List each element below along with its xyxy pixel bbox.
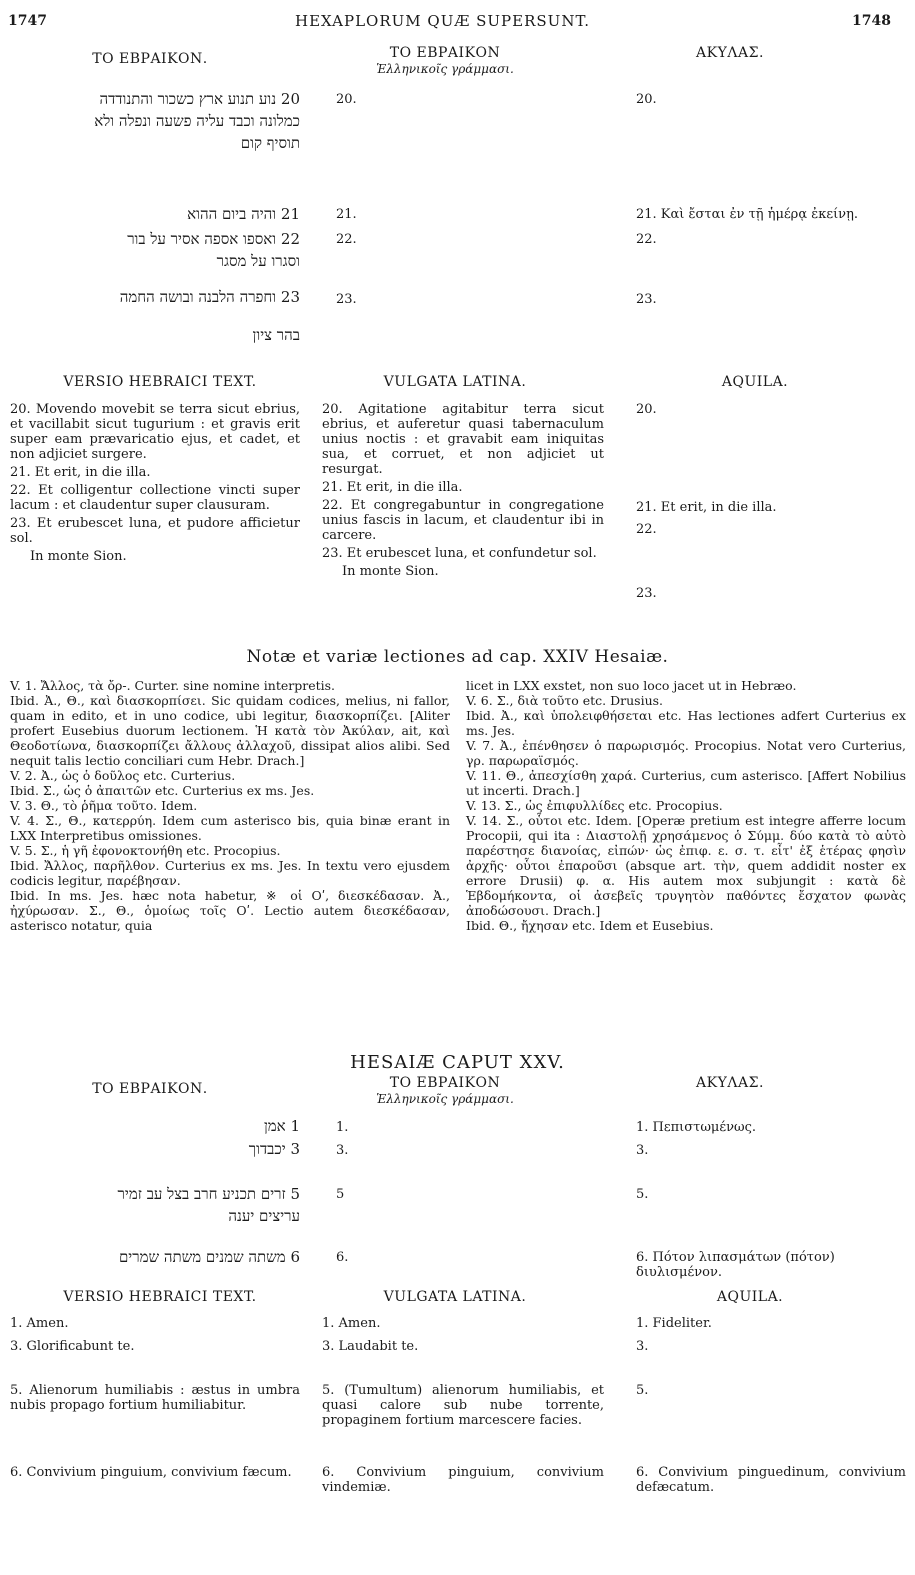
ch25-vulgata-3: 3. Laudabit te. [322, 1339, 419, 1354]
hebrew-line: 5 זרים תכניע חרב בצל עב זמיר [117, 1185, 300, 1203]
ch25-aquila-line: 1. Πεπιστωμένως. [636, 1120, 757, 1135]
vulgata-verse: 20. Agitatione agitabitur terra sicut ebrius, et auferetur quasi tabernaculum unius noctis : et gravabit eam iniquitas sua, et corruet, et non adjiciet ut resurgat. [322, 402, 604, 477]
note-paragraph: V. 4. Σ., Θ., κατερρύη. Idem cum asterisco bis, quia binæ erant in LXX Interpretibus omissiones. [10, 813, 450, 843]
ch25-aquila-latin-5: 5. [636, 1383, 649, 1398]
hebrew-line: 6 משתה שמנים משתה שמרים [118, 1248, 300, 1266]
note-paragraph: Ibid. Σ., ὡς ὁ ἀπαιτῶν etc. Curterius ex ms. Jes. [10, 783, 315, 798]
note-paragraph: V. 6. Σ., διὰ τοῦτο etc. Drusius. [466, 693, 664, 708]
ch25-aquila-verse-5 [636, 1187, 648, 1202]
note-paragraph: V. 3. Θ., τὸ ῥῆμα τοῦτο. Idem. [10, 798, 198, 813]
col-head-translit-sub: Ἑλληνικοῖς γράμμασι. [376, 62, 514, 76]
ch25-versio-1: 1. Amen. [10, 1316, 69, 1331]
note-paragraph: licet in LXX exstet, non suo loco jacet ut in Hebræo. [466, 678, 797, 693]
hebrew-line: 3 יכבדוך [248, 1140, 300, 1158]
ch25-aquila-line: διυλισμένον. [636, 1265, 722, 1280]
note-paragraph: V. 14. Σ., οὗτοι etc. Idem. [Operæ pretium est integre afferre locum Procopii, qui ita : Διαστολῇ χρησάμενος ὁ Σύμμ. δύο κατὰ τὸ αὐτὸ παρέστησε διανοίας, εἰπών· ὡς ἐπιφ. ε. σ. τ. εἶτ' ἐξ ἑτέρας φησὶν ἀρχῆς· οὗτοι ἐπαροῦσι (absque art. τὴν, quem addidit noster ex errore Drusii) φ. α. His autem mox subjungit : κατὰ δὲ Ἑβδομήκοντα, οἱ ἀσεβεῖς τρυγητὸν παθόντες ἔσχατον φωνὰς ἀποδώσουσι. Drach.] [466, 813, 906, 918]
ch25-translit-verse-6: 6. [336, 1250, 349, 1265]
aquila-latin-20: 20. [636, 402, 657, 417]
ch25-aquila-verse-6 [636, 1250, 906, 1280]
ch25-vulgata-5: 5. (Tumultum) alienorum humiliabis, et quasi calore sub nube torrente, propaginem fortium marcescere facies. [322, 1383, 604, 1428]
note-paragraph: Ibid. Ἄλλος, παρῆλθον. Curterius ex ms. Jes. In textu vero ejusdem codicis legitur, παρέβησαν. [10, 858, 450, 888]
vulgata-column [322, 402, 604, 582]
hebrew-verse-20 [10, 88, 300, 154]
col-head-hebrew: ΤΟ ΕΒΡΑΙΚΟΝ. [92, 51, 208, 67]
aquila-verse-20: 20. [636, 92, 657, 107]
hebrew-line: 22 ואספו אספה אסיר על בור [127, 230, 300, 248]
aquila-verse-23: 23. [636, 292, 657, 307]
col-head-aquila-latin: AQUILA. [721, 374, 789, 390]
col-head-versio: VERSIO HEBRAICI TEXT. [63, 374, 257, 390]
chapter-title: HESAIÆ CAPUT XXV. [350, 1052, 565, 1073]
note-paragraph: V. 1. Ἄλλος, τὰ ὄρ-. Curter. sine nomine interpretis. [10, 678, 336, 693]
note-paragraph: Ibid. Ἀ., καὶ ὑπολειφθήσεται etc. Has lectiones adfert Curterius ex ms. Jes. [466, 708, 906, 738]
page-number-right: 1748 [852, 13, 891, 29]
ch25-col-head-vulgata: VULGATA LATINA. [383, 1289, 527, 1305]
note-paragraph: V. 2. Ἀ., ὡς ὁ δοῦλος etc. Curterius. [10, 768, 236, 783]
ch25-hebrew-verse-1 [10, 1115, 300, 1137]
aquila-verse-22: 22. [636, 232, 657, 247]
page-number-left: 1747 [8, 13, 47, 29]
ch25-aquila-verse-1 [636, 1120, 756, 1135]
aquila-latin-23: 23. [636, 586, 657, 601]
ch25-col-head-aquila-latin: AQUILA. [716, 1289, 784, 1305]
ch25-vulgata-1: 1. Amen. [322, 1316, 381, 1331]
ch25-translit-verse-3: 3. [336, 1143, 349, 1158]
ch25-aquila-latin-6: 6. Convivium pinguedinum, convivium defæcatum. [636, 1465, 906, 1495]
ch25-versio-3: 3. Glorificabunt te. [10, 1339, 135, 1354]
ch25-hebrew-verse-6 [10, 1246, 300, 1268]
ch25-aquila-line: 5. [636, 1187, 649, 1202]
aquila-latin-21: 21. Et erit, in die illa. [636, 500, 777, 515]
translit-verse-20: 20. [336, 92, 357, 107]
versio-verse: In monte Sion. [30, 549, 127, 564]
ch25-versio-5: 5. Alienorum humiliabis : æstus in umbra nubis propago fortium humiliabitur. [10, 1383, 300, 1413]
hebrew-line: 21 והיה ביום ההוא [187, 205, 300, 223]
notes-right-column [466, 678, 906, 933]
ch25-aquila-verse-3 [636, 1143, 648, 1158]
note-paragraph: V. 13. Σ., ὡς ἐπιφυλλίδες etc. Procopius. [466, 798, 723, 813]
vulgata-verse: 21. Et erit, in die illa. [322, 480, 463, 495]
hebrew-line: בהר ציון [252, 326, 300, 344]
aquila-latin-22: 22. [636, 522, 657, 537]
ch25-col-head-translit-sub: Ἑλληνικοῖς γράμμασι. [376, 1092, 514, 1106]
aquila-verse-21: 21. Καὶ ἔσται ἐν τῇ ἡμέρᾳ ἐκείνῃ. [636, 207, 858, 222]
hebrew-line: וסגרו על מסגר [216, 252, 300, 270]
versio-column [10, 402, 300, 567]
hebrew-verse-23 [10, 286, 300, 346]
note-paragraph: Ibid. Θ., ἤχησαν etc. Idem et Eusebius. [466, 918, 714, 933]
ch25-hebrew-verse-3 [10, 1138, 300, 1160]
hebrew-verse-21 [10, 203, 300, 225]
versio-verse: 23. Et erubescet luna, et pudore afficietur sol. [10, 516, 300, 546]
hebrew-line: תוסיף קום [240, 134, 300, 152]
ch25-vulgata-6: 6. Convivium pinguium, convivium vindemiæ. [322, 1465, 604, 1495]
ch25-aquila-latin-3: 3. [636, 1339, 649, 1354]
note-paragraph: V. 7. Ἀ., ἐπένθησεν ὁ παρωρισμός. Procopius. Notat vero Curterius, γρ. παρωραϊσμός. [466, 738, 906, 768]
ch25-col-head-translit: ΤΟ ΕΒΡΑΙΚΟΝ [389, 1075, 501, 1091]
ch25-aquila-latin-1: 1. Fideliter. [636, 1316, 712, 1331]
hebrew-line: 23 וחפרה הלבנה ובושה החמה [119, 288, 300, 306]
col-head-vulgata: VULGATA LATINA. [383, 374, 527, 390]
ch25-hebrew-verse-5 [10, 1183, 300, 1227]
notes-left-column [10, 678, 450, 933]
note-paragraph: Ibid. Ἀ., Θ., καὶ διασκορπίσει. Sic quidam codices, melius, ni fallor, quam in edito, et in uno codice, ubi legitur, διασκορπίζει. [Aliter profert Eusebius duorum lectionem. Ἡ κατὰ τὸν Ἀκύλαν, ait, καὶ Θεοδοτίωνα, διασκορπίζει ἄλλους ἀλλαχοῦ, dissipat alios alibi. Sed nequit talis lectio conciliari cum Hebr. Drach.] [10, 693, 450, 768]
note-paragraph: V. 11. Θ., ἀπεσχίσθη χαρά. Curterius, cum asterisco. [Affert Nobilius ut incerti. Drach.] [466, 768, 906, 798]
ch25-translit-verse-1: 1. [336, 1120, 349, 1135]
versio-verse: 21. Et erit, in die illa. [10, 465, 151, 480]
notes-title: Notæ et variæ lectiones ad cap. XXIV Hesaiæ. [246, 647, 669, 667]
hebrew-line: עריצים יענה [228, 1207, 300, 1225]
hebrew-line: 20 נוע תנוע ארץ כשכור והתנודדה [99, 90, 300, 108]
vulgata-verse: 23. Et erubescet luna, et confundetur sol. [322, 546, 597, 561]
translit-verse-21: 21. [336, 207, 357, 222]
translit-verse-22: 22. [336, 232, 357, 247]
col-head-aquila: ΑΚΥΛΑΣ. [696, 45, 764, 61]
ch25-aquila-line: 6. Πότον λιπασμάτων (πότον) [636, 1250, 835, 1265]
ch25-col-head-hebrew: ΤΟ ΕΒΡΑΙΚΟΝ. [92, 1081, 208, 1097]
running-title: HEXAPLORUM QUÆ SUPERSUNT. [295, 12, 591, 30]
ch25-col-head-aquila: ΑΚΥΛΑΣ. [696, 1075, 764, 1091]
hebrew-verse-22 [10, 228, 300, 272]
ch25-versio-6: 6. Convivium pinguium, convivium fæcum. [10, 1465, 292, 1480]
note-paragraph: V. 5. Σ., ἡ γῆ ἐφονοκτονήθη etc. Procopius. [10, 843, 281, 858]
vulgata-verse: In monte Sion. [342, 564, 439, 579]
col-head-translit: ΤΟ ΕΒΡΑΙΚΟΝ [389, 45, 501, 61]
hebrew-line: כמלונה וכבד עליה פשעה ונפלה ולא [94, 112, 300, 130]
hebrew-line: 1 אמן [263, 1117, 300, 1135]
ch25-col-head-versio: VERSIO HEBRAICI TEXT. [63, 1289, 257, 1305]
vulgata-verse: 22. Et congregabuntur in congregatione unius fascis in lacum, et claudentur ibi in carcere. [322, 498, 604, 543]
translit-verse-23: 23. [336, 292, 357, 307]
versio-verse: 20. Movendo movebit se terra sicut ebrius, et vacillabit sicut tugurium : et gravis erit super eam prævaricatio ejus, et cadet, et non adjiciet surgere. [10, 402, 300, 462]
note-paragraph: Ibid. In ms. Jes. hæc nota habetur, ※ οἱ Οʹ, διεσκέδασαν. Ἀ., ἠχύρωσαν. Σ., Θ., ὁμοίως τοῖς Οʹ. Lectio autem διεσκέδασαν, asterisco notatur, quia [10, 888, 450, 933]
ch25-aquila-line: 3. [636, 1143, 649, 1158]
ch25-translit-verse-5: 5 [336, 1187, 345, 1202]
versio-verse: 22. Et colligentur collectione vincti super lacum : et claudentur super clausuram. [10, 483, 300, 513]
